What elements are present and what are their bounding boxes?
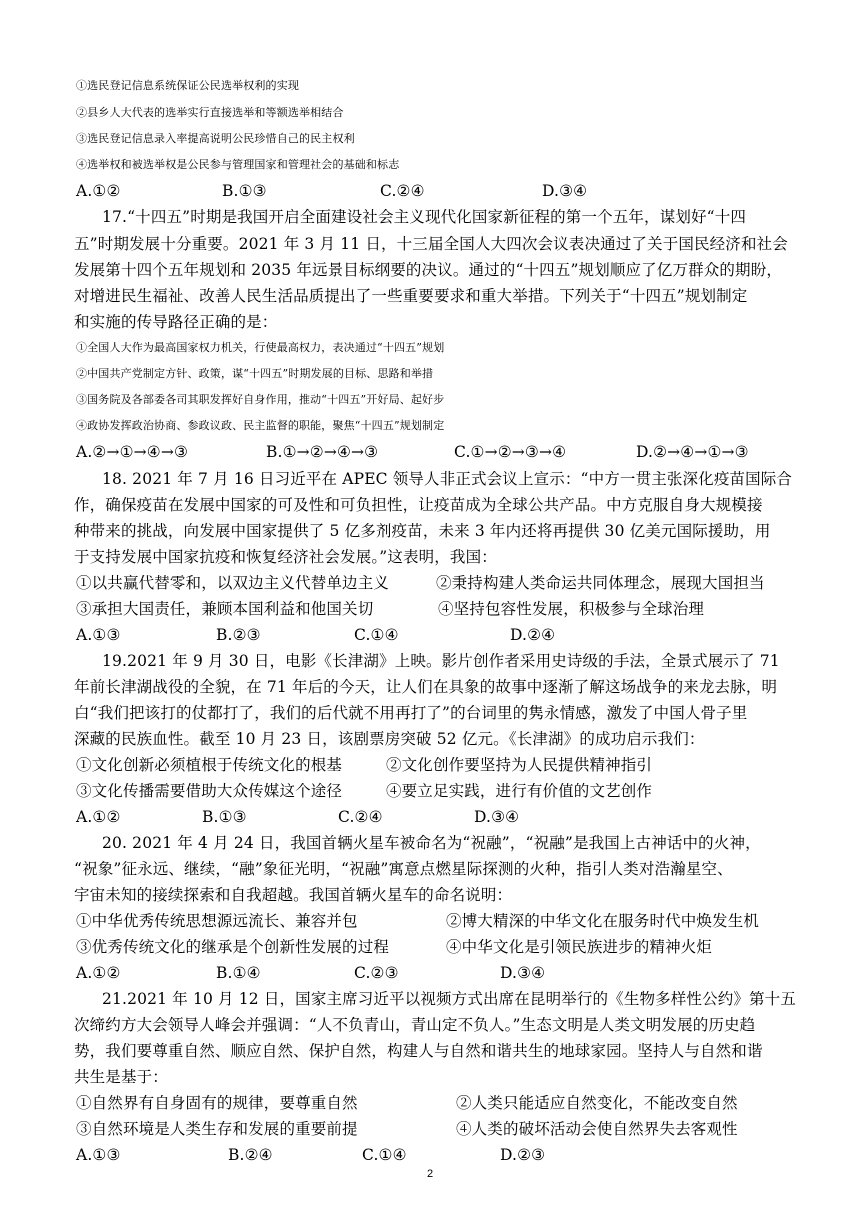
- q18-option-a: A.①③: [76, 626, 121, 644]
- q20-option-c: C.②③: [354, 964, 399, 982]
- q21-stem-3: 势，我们要尊重自然、顺应自然、保护自然，构建人与自然和谐共生的地球家园。坚持人与自然和谐: [74, 1042, 763, 1060]
- q18-stem-1: 18. 2021 年 7 月 16 日习近平在 APEC 领导人非正式会议上宣示：“中方一贯主张深化疫苗国际合: [102, 470, 793, 488]
- page-number: 2: [426, 1168, 434, 1180]
- q18-option-c: C.①④: [354, 626, 399, 644]
- q18-item-1: ①以共赢代替零和，以双边主义代替单边主义: [76, 574, 390, 592]
- q19-option-b: B.①③: [202, 808, 247, 826]
- q16-item-4: ④选举权和被选举权是公民参与管理国家和管理社会的基础和标志: [76, 158, 400, 171]
- q19-item-3: ③文化传播需要借助大众传媒这个途径: [76, 782, 343, 800]
- q18-item-4: ④坚持包容性发展，积极参与全球治理: [438, 600, 705, 618]
- q20-item-2: ②博大精深的中华文化在服务时代中焕发生机: [446, 912, 760, 930]
- q19-stem-1: 19.2021 年 9 月 30 日，电影《长津湖》上映。影片创作者采用史诗级的手法，全景式展示了 71: [102, 652, 780, 670]
- q18-option-b: B.②③: [216, 626, 261, 644]
- q17-stem-3: 发展第十四个五年规划和 2035 年远景目标纲要的决议。通过的“十四五”规划顺应了亿万群众的期盼，: [74, 261, 783, 279]
- q16-item-1: ①选民登记信息系统保证公民选举权利的实现: [76, 79, 299, 92]
- q19-stem-4: 深藏的民族血性。截至 10 月 23 日，该剧票房突破 52 亿元。《长津湖》的成功启示我们：: [74, 730, 705, 748]
- q16-option-b: B.①③: [222, 182, 267, 200]
- q19-stem-3: 白“我们把该打的仗都打了，我们的后代就不用再打了”的台词里的隽永情感，激发了中国人骨子里: [74, 704, 748, 722]
- q20-option-a: A.①②: [76, 964, 121, 982]
- q17-item-4: ④政协发挥政治协商、参政议政、民主监督的职能，聚焦“十四五”规划制定: [76, 419, 445, 432]
- q16-option-a: A.①②: [76, 182, 121, 200]
- q21-stem-4: 共生是基于：: [74, 1068, 168, 1086]
- q21-item-4: ④人类的破坏活动会使自然界失去客观性: [456, 1120, 738, 1138]
- q17-option-a: A.②→①→④→③: [76, 443, 189, 461]
- q20-item-1: ①中华优秀传统思想源远流长、兼容并包: [76, 912, 358, 930]
- q19-option-d: D.③④: [474, 808, 520, 826]
- q21-option-a: A.①③: [76, 1146, 121, 1164]
- q18-stem-2: 作，确保疫苗在发展中国家的可及性和可负担性，让疫苗成为全球公共产品。中方克服自身大规模接: [74, 496, 763, 514]
- q20-item-4: ④中华文化是引领民族进步的精神火炬: [446, 938, 713, 956]
- q17-stem-4: 对增进民生福祉、改善人民生活品质提出了一些重要要求和重大举措。下列关于“十四五”规划制定: [74, 287, 748, 305]
- q19-stem-2: 年前长津湖战役的全貌，在 71 年后的今天，让人们在具象的故事中逐渐了解这场战争的来龙去脉，明: [74, 678, 778, 696]
- q17-stem-5: 和实施的传导路径正确的是：: [74, 313, 278, 331]
- q21-option-d: D.②③: [500, 1146, 546, 1164]
- q17-option-c: C.①→②→③→④: [454, 443, 567, 461]
- q16-option-c: C.②④: [380, 182, 425, 200]
- q21-stem-2: 次缔约方大会领导人峰会并强调：“人不负青山，青山定不负人。”生态文明是人类文明发展的历史趋: [74, 1016, 756, 1034]
- q21-item-3: ③自然环境是人类生存和发展的重要前提: [76, 1120, 358, 1138]
- q16-item-3: ③选民登记信息录入率提高说明公民珍惜自己的民主权利: [76, 132, 355, 145]
- q20-stem-2: “祝象”征永远、继续，“融”象征光明，“祝融”寓意点燃星际探测的火种，指引人类对浩瀚星空、: [74, 860, 733, 878]
- q18-stem-3: 种带来的挑战，向发展中国家提供了 5 亿多剂疫苗，未来 3 年内还将再提供 30 亿美元国际援助，用: [74, 522, 771, 540]
- q19-option-c: C.②④: [338, 808, 383, 826]
- q18-option-d: D.②④: [510, 626, 556, 644]
- q17-stem-2: 五”时期发展十分重要。2021 年 3 月 11 日，十三届全国人大四次会议表决通过了关于国民经济和社会: [74, 235, 788, 253]
- q17-option-d: D.②→④→①→③: [636, 443, 749, 461]
- q21-item-1: ①自然界有自身固有的规律，要尊重自然: [76, 1094, 358, 1112]
- q16-item-2: ②县乡人大代表的选举实行直接选举和等额选举相结合: [76, 106, 344, 119]
- q20-option-d: D.③④: [500, 964, 546, 982]
- q19-option-a: A.①②: [76, 808, 121, 826]
- q18-stem-4: 于支持发展中国家抗疫和恢复经济社会发展。”这表明，我国：: [74, 548, 497, 566]
- q21-item-2: ②人类只能适应自然变化，不能改变自然: [456, 1094, 738, 1112]
- q16-option-d: D.③④: [542, 182, 588, 200]
- q19-item-2: ②文化创作要坚持为人民提供精神指引: [386, 756, 653, 774]
- q19-item-1: ①文化创新必须植根于传统文化的根基: [76, 756, 343, 774]
- q18-item-3: ③承担大国责任，兼顾本国利益和他国关切: [76, 600, 374, 618]
- q18-item-2: ②秉持构建人类命运共同体理念，展现大国担当: [436, 574, 765, 592]
- q21-option-c: C.①④: [362, 1146, 407, 1164]
- q20-stem-3: 宇宙未知的接续探索和自我超越。我国首辆火星车的命名说明：: [74, 886, 513, 904]
- q21-stem-1: 21.2021 年 10 月 12 日，国家主席习近平以视频方式出席在昆明举行的《生物多样性公约》第十五: [102, 990, 796, 1008]
- q21-option-b: B.②④: [228, 1146, 273, 1164]
- q17-item-1: ①全国人大作为最高国家权力机关，行使最高权力，表决通过“十四五”规划: [76, 341, 445, 354]
- q19-item-4: ④要立足实践，进行有价值的文艺创作: [386, 782, 653, 800]
- q20-stem-1: 20. 2021 年 4 月 24 日，我国首辆火星车被命名为“祝融”，“祝融”是我国上古神话中的火神，: [102, 834, 761, 852]
- q17-item-2: ②中国共产党制定方针、政策，谋“十四五”时期发展的目标、思路和举措: [76, 367, 434, 380]
- q17-option-b: B.①→②→④→③: [266, 443, 379, 461]
- q17-item-3: ③国务院及各部委各司其职发挥好自身作用，推动“十四五”开好局、起好步: [76, 393, 445, 406]
- q20-option-b: B.①④: [216, 964, 261, 982]
- q17-stem-1: 17.“十四五”时期是我国开启全面建设社会主义现代化国家新征程的第一个五年，谋划好“十四: [102, 208, 747, 226]
- q20-item-3: ③优秀传统文化的继承是个创新性发展的过程: [76, 938, 390, 956]
